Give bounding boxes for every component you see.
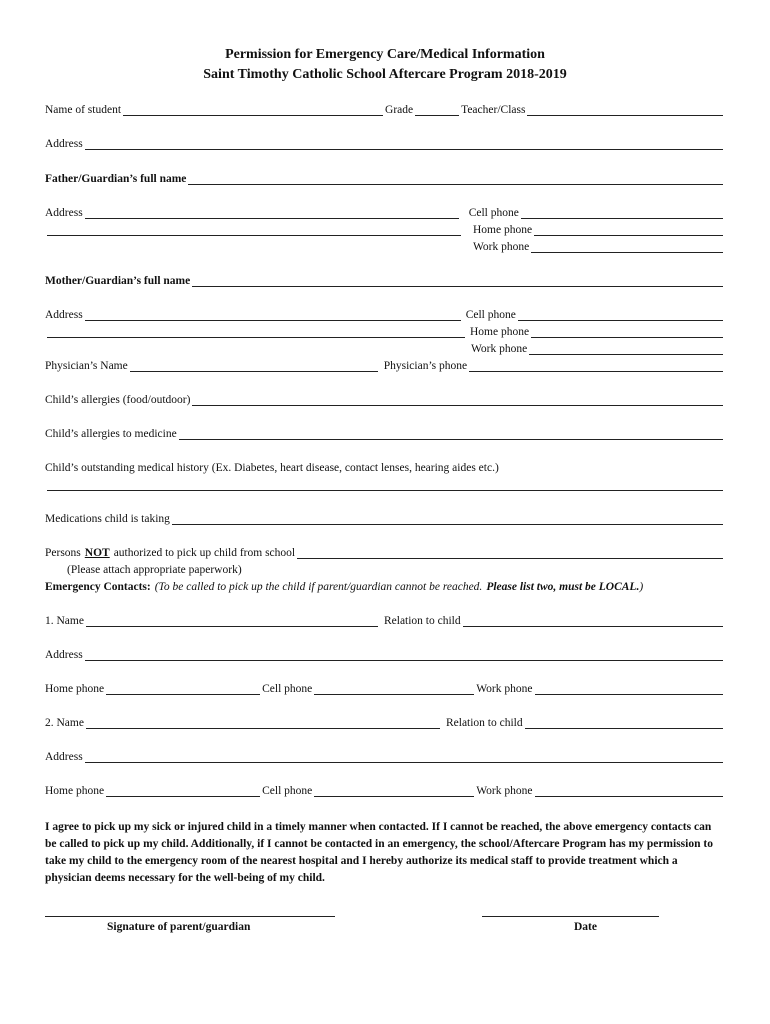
physician-name-field[interactable] (130, 361, 378, 372)
father-address-field[interactable] (85, 208, 459, 219)
teacher-class-field[interactable] (527, 105, 723, 116)
father-work-label: Work phone (473, 241, 530, 253)
emergency-instruction: (To be called to pick up the child if parent/guardian cannot be reached. (154, 581, 483, 593)
contact1-home-field[interactable] (106, 684, 260, 695)
medical-history-label: Child’s outstanding medical history (Ex. Diabetes, heart disease, contact lenses, hearing aides etc.) (45, 462, 499, 474)
teacher-class-label: Teacher/Class (461, 104, 526, 116)
allergies-food-row (45, 394, 725, 406)
mother-address-field[interactable] (85, 310, 461, 321)
allergies-food-label: Child’s allergies (food/outdoor) (45, 394, 191, 406)
medical-history-line-row (45, 480, 725, 491)
mother-work-label: Work phone (471, 343, 528, 355)
contact2-work-label: Work phone (476, 785, 533, 797)
father-cell-label: Cell phone (468, 207, 519, 219)
persons-prefix: Persons (45, 547, 81, 559)
medications-row (45, 513, 725, 525)
student-name-field[interactable] (123, 105, 383, 116)
contact1-address-label: Address (45, 649, 83, 661)
allergies-medicine-label: Child’s allergies to medicine (45, 428, 177, 440)
emergency-instruction-close: ) (639, 581, 644, 593)
emergency-heading-row (45, 581, 725, 593)
medical-history-field[interactable] (47, 480, 723, 491)
mother-cell-field[interactable] (518, 310, 723, 321)
student-address-field[interactable] (85, 139, 723, 150)
date-label: Date (574, 921, 597, 933)
mother-home-field[interactable] (531, 327, 723, 338)
allergies-medicine-row (45, 428, 725, 440)
father-home-field[interactable] (534, 225, 723, 236)
father-address-label: Address (45, 207, 83, 219)
contact2-name-label: 2. Name (45, 717, 84, 729)
parent-signature-label: Signature of parent/guardian (107, 921, 251, 933)
allergies-medicine-field[interactable] (179, 429, 723, 440)
mother-name-field[interactable] (192, 276, 723, 287)
student-address-row (45, 138, 725, 150)
contact2-relation-label: Relation to child (445, 717, 523, 729)
mother-work-row (45, 343, 725, 355)
form-title: Permission for Emergency Care/Medical Information (225, 47, 545, 62)
mother-name-label: Mother/Guardian’s full name (45, 275, 191, 287)
father-work-field[interactable] (531, 242, 723, 253)
student-address-label: Address (45, 138, 83, 150)
contact2-work-field[interactable] (535, 786, 724, 797)
contact2-address-field[interactable] (85, 752, 723, 763)
contact2-name-row (45, 717, 725, 729)
father-cell-field[interactable] (521, 208, 723, 219)
contact1-home-label: Home phone (45, 683, 105, 695)
contact2-address-row (45, 751, 725, 763)
father-address-row (45, 207, 725, 219)
emergency-instruction-bold: Please list two, must be LOCAL. (486, 581, 640, 593)
persons-not: NOT (84, 547, 110, 559)
student-name-row (45, 104, 725, 116)
contact1-cell-label: Cell phone (262, 683, 313, 695)
medications-label: Medications child is taking (45, 513, 170, 525)
paperwork-note: (Please attach appropriate paperwork) (67, 564, 242, 576)
grade-field[interactable] (415, 105, 459, 116)
contact1-name-label: 1. Name (45, 615, 84, 627)
contact1-cell-field[interactable] (314, 684, 474, 695)
contact1-work-field[interactable] (535, 684, 724, 695)
mother-cell-label: Cell phone (465, 309, 516, 321)
contact1-relation-label: Relation to child (383, 615, 461, 627)
contact1-name-row (45, 615, 725, 627)
contact1-phones-row (45, 683, 725, 695)
mother-name-row (45, 275, 725, 287)
not-authorized-row (45, 547, 725, 559)
contact2-home-label: Home phone (45, 785, 105, 797)
mother-work-field[interactable] (529, 344, 723, 355)
father-address-line2-field[interactable] (47, 225, 461, 236)
father-home-row (45, 224, 725, 236)
physician-phone-field[interactable] (469, 361, 723, 372)
mother-home-label: Home phone (470, 326, 530, 338)
medical-history-row (45, 462, 725, 474)
mother-address-label: Address (45, 309, 83, 321)
contact1-address-row (45, 649, 725, 661)
persons-suffix: authorized to pick up child from school (113, 547, 296, 559)
mother-address-line2-field[interactable] (47, 327, 465, 338)
paperwork-note-row (67, 564, 725, 576)
agreement-paragraph: I agree to pick up my sick or injured child in a timely manner when contacted. If I cannot be reached, the above emergency contacts can be called to pick up my child. Additionally, if I cannot be contacted in an emergency, the school/Aftercare Program has my permission to take my child to the emergency room of the nearest hospital and I hereby authorize its medical staff to provide treatment which a physician deems necessary for the well-being of my child. (45, 821, 713, 884)
contact1-name-field[interactable] (86, 616, 378, 627)
physician-name-label: Physician’s Name (45, 360, 128, 372)
parent-signature-line[interactable] (45, 915, 335, 917)
date-line[interactable] (482, 915, 659, 917)
physician-row (45, 360, 725, 372)
not-authorized-field[interactable] (297, 548, 723, 559)
contact2-home-field[interactable] (106, 786, 260, 797)
mother-home-row (45, 326, 725, 338)
contact1-address-field[interactable] (85, 650, 723, 661)
grade-label: Grade (385, 104, 414, 116)
contact2-address-label: Address (45, 751, 83, 763)
father-name-label: Father/Guardian’s full name (45, 173, 187, 185)
emergency-heading: Emergency Contacts: (45, 581, 151, 593)
contact2-relation-field[interactable] (525, 718, 723, 729)
father-name-row (45, 173, 725, 185)
allergies-food-field[interactable] (192, 395, 723, 406)
student-name-label: Name of student (45, 104, 122, 116)
father-work-row (45, 241, 725, 253)
contact2-cell-field[interactable] (314, 786, 474, 797)
physician-phone-label: Physician’s phone (383, 360, 468, 372)
father-home-label: Home phone (473, 224, 533, 236)
contact2-phones-row (45, 785, 725, 797)
contact1-relation-field[interactable] (463, 616, 723, 627)
mother-address-row (45, 309, 725, 321)
form-subtitle: Saint Timothy Catholic School Aftercare Program 2018-2019 (203, 67, 567, 82)
contact2-name-field[interactable] (86, 718, 440, 729)
father-name-field[interactable] (188, 174, 723, 185)
contact2-cell-label: Cell phone (262, 785, 313, 797)
contact1-work-label: Work phone (476, 683, 533, 695)
medications-field[interactable] (172, 514, 723, 525)
